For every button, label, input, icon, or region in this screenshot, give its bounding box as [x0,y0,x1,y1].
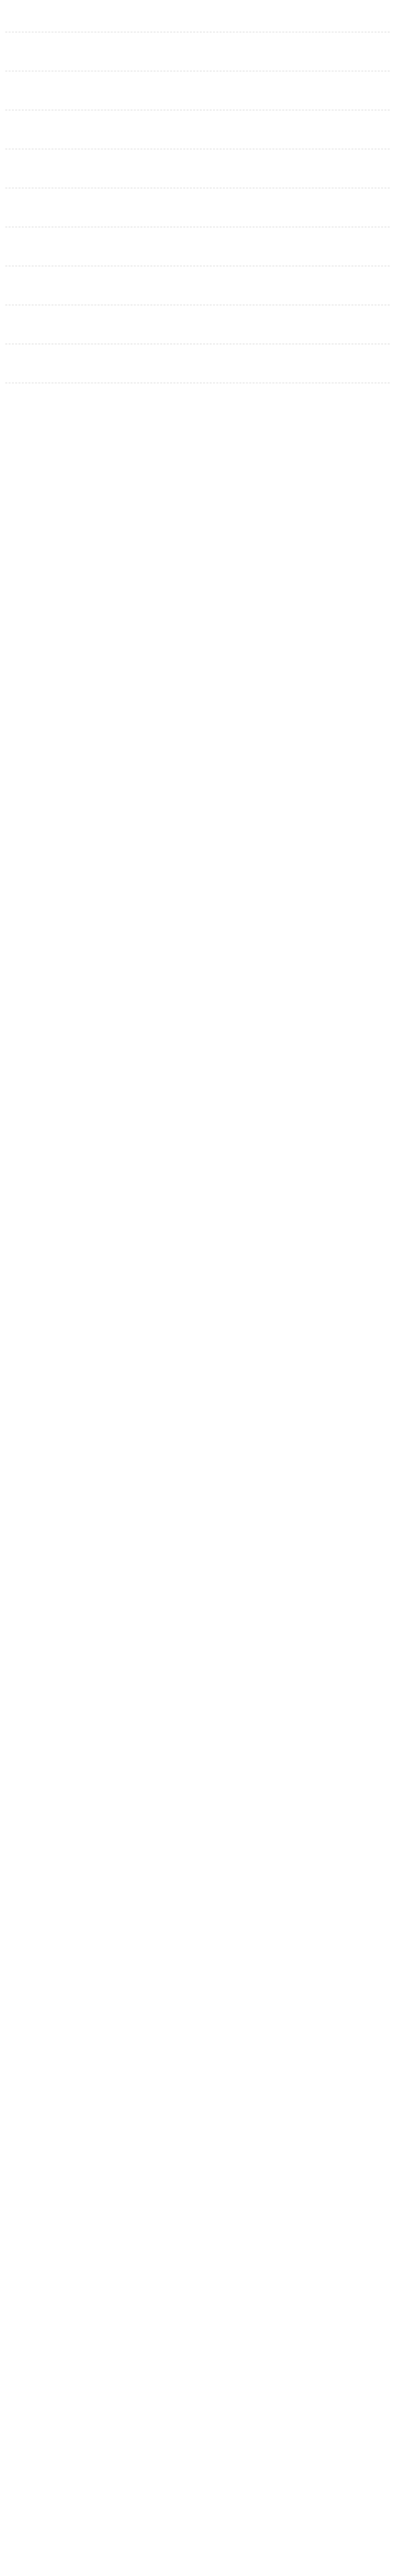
article-paragraph [5,188,390,217]
article-paragraph [5,344,390,373]
article-paragraph [5,227,390,256]
article-title [5,9,387,25]
article-paragraph [5,305,390,334]
article-paragraph [5,110,390,139]
article-paragraph [5,32,390,61]
article-paragraph [5,383,390,412]
article-paragraph [5,71,390,100]
article-body [5,32,390,412]
article-paragraph [5,266,390,295]
article-paragraph [5,149,390,178]
